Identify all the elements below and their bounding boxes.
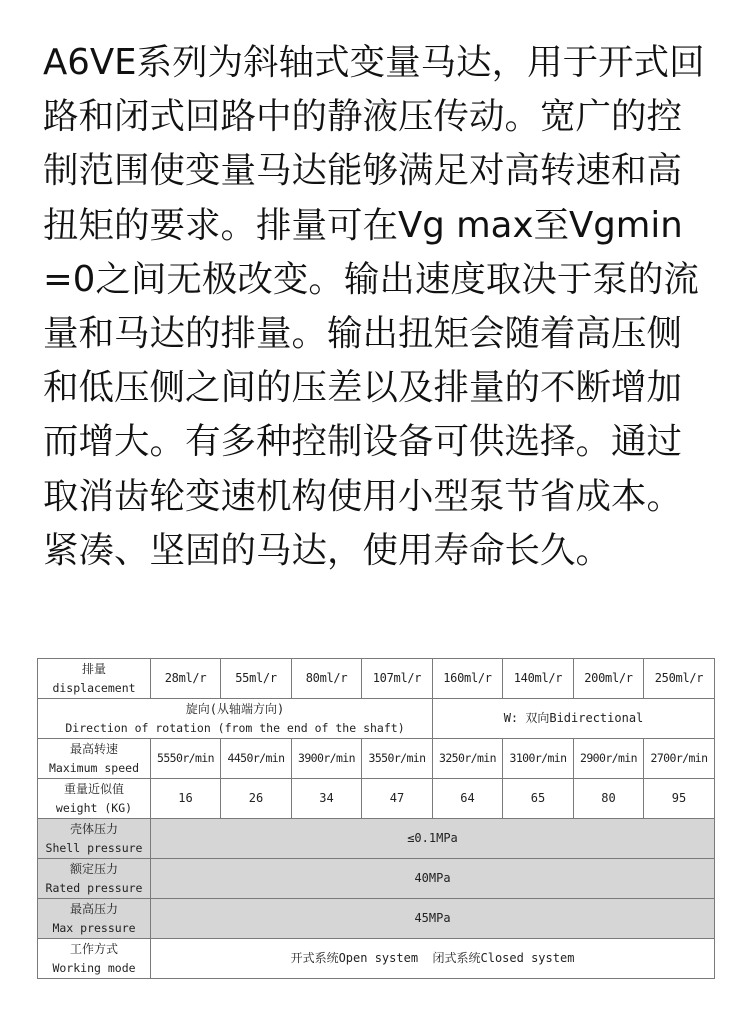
intro-line: 取消齿轮变速机构使用小型泵节省成本。	[43, 475, 683, 517]
table-cell: 55ml/r	[221, 659, 292, 699]
table-cell: 3100r/min	[503, 739, 574, 779]
table-row-max-speed	[38, 739, 715, 779]
row-header-working-mode: 工作方式 Working mode	[38, 939, 151, 979]
table-cell: 107ml/r	[362, 659, 433, 699]
table-cell: 2900r/min	[574, 739, 644, 779]
intro-line: 和低压侧之间的压差以及排量的不断增加	[43, 367, 683, 409]
row-header-shell-pressure: 壳体压力 Shell pressure	[38, 819, 151, 859]
table-row-weight	[38, 779, 715, 819]
table-row-max-pressure	[38, 899, 715, 939]
table-cell: 45MPa	[151, 899, 715, 939]
table-cell: 28ml/r	[151, 659, 221, 699]
spec-table	[37, 658, 715, 979]
intro-line: 制范围使变量马达能够满足对高转速和高	[43, 150, 683, 192]
intro-line: 量和马达的排量。输出扭矩会随着高压侧	[43, 313, 683, 355]
intro-paragraph	[43, 36, 723, 578]
table-row-working-mode	[38, 939, 715, 979]
row-header-displacement: 排量 displacement	[38, 659, 151, 699]
table-cell: ≤0.1MPa	[151, 819, 715, 859]
table-cell: 3550r/min	[362, 739, 433, 779]
row-header-rated-pressure: 额定压力 Rated pressure	[38, 859, 151, 899]
table-cell: 65	[503, 779, 574, 819]
table-row-rotation	[38, 699, 715, 739]
table-cell: 3900r/min	[292, 739, 362, 779]
table-cell: 26	[221, 779, 292, 819]
intro-line: A6VE系列为斜轴式变量马达，用于开式回	[43, 42, 705, 83]
intro-line: =0之间无极改变。输出速度取决于泵的流	[43, 258, 699, 300]
table-row-displacement	[38, 659, 715, 699]
table-cell: 开式系统Open system 闭式系统Closed system	[151, 939, 715, 979]
table-cell: 140ml/r	[503, 659, 574, 699]
row-header-rotation: 旋向(从轴端方向) Direction of rotation (from the end of the shaft)	[38, 699, 433, 739]
table-row-shell-pressure	[38, 819, 715, 859]
intro-line: 紧凑、坚固的马达，使用寿命长久。	[43, 529, 612, 571]
table-cell: 160ml/r	[433, 659, 503, 699]
table-cell: 4450r/min	[221, 739, 292, 779]
table-cell: 47	[362, 779, 433, 819]
table-row-rated-pressure	[38, 859, 715, 899]
table-cell: 64	[433, 779, 503, 819]
table-cell: 200ml/r	[574, 659, 644, 699]
table-cell: 80ml/r	[292, 659, 362, 699]
table-cell: 3250r/min	[433, 739, 503, 779]
intro-line: 而增大。有多种控制设备可供选择。通过	[43, 421, 683, 463]
row-header-weight: 重量近似值 weight (KG)	[38, 779, 151, 819]
table-cell: 16	[151, 779, 221, 819]
table-cell: 5550r/min	[151, 739, 221, 779]
table-cell: 250ml/r	[644, 659, 715, 699]
row-header-max-pressure: 最高压力 Max pressure	[38, 899, 151, 939]
table-cell: 95	[644, 779, 715, 819]
intro-line: 扭矩的要求。排量可在Vg max至Vgmin	[43, 204, 683, 246]
row-header-max-speed: 最高转速 Maximum speed	[38, 739, 151, 779]
table-cell: 34	[292, 779, 362, 819]
table-cell: W: 双向Bidirectional	[433, 699, 715, 739]
intro-line: 路和闭式回路中的静液压传动。宽广的控	[43, 96, 683, 138]
table-cell: 2700r/min	[644, 739, 715, 779]
table-cell: 40MPa	[151, 859, 715, 899]
table-cell: 80	[574, 779, 644, 819]
